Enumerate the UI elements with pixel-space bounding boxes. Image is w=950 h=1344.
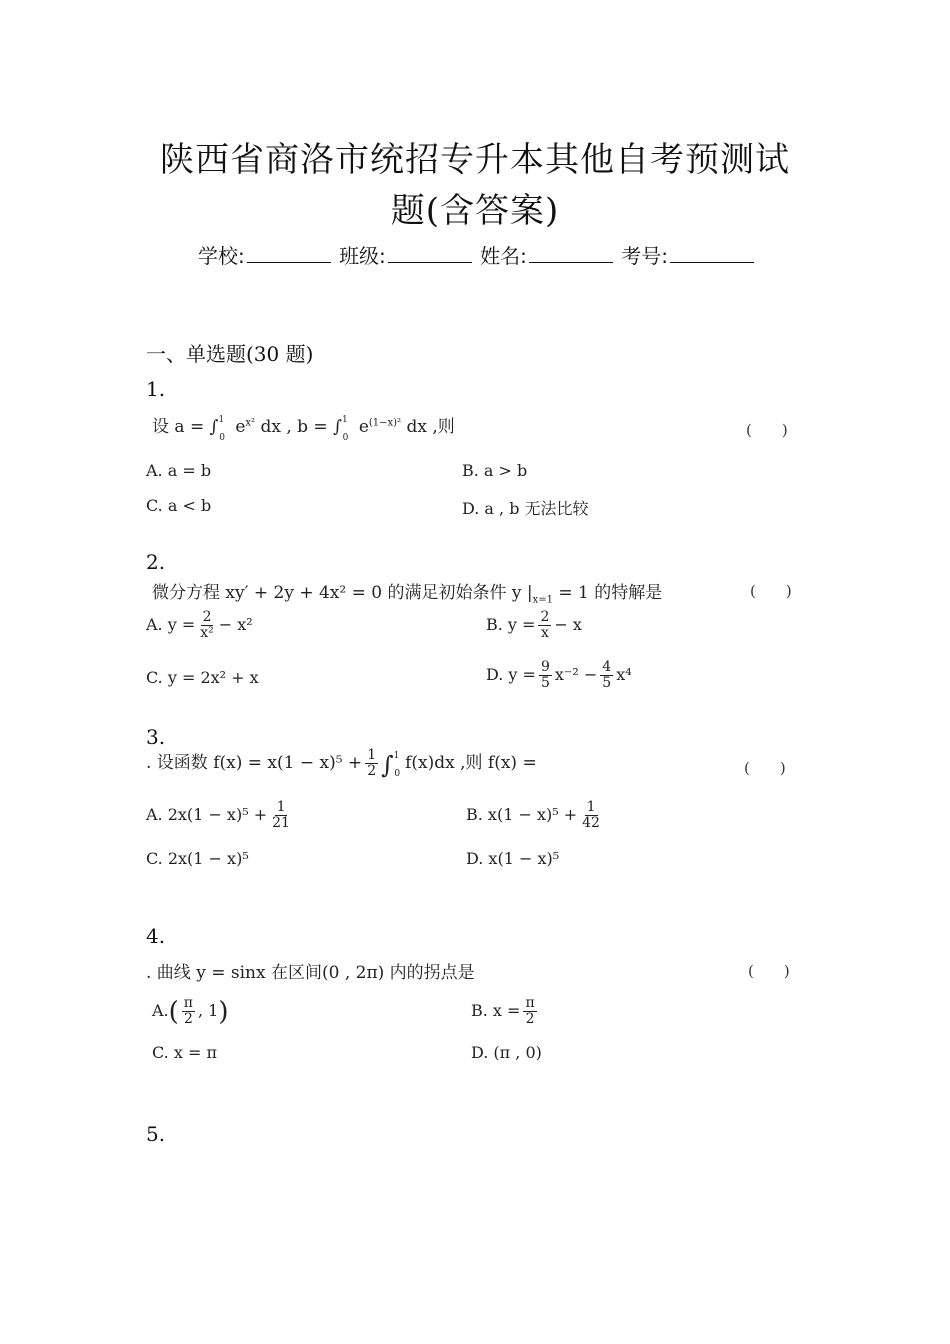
q4a-left-paren: ( xyxy=(168,997,179,1027)
q2d-numerator1: 9 xyxy=(540,659,550,675)
q2b-tail: − x xyxy=(554,615,582,634)
q1-base-e: e xyxy=(235,417,246,437)
question-1-option-c[interactable]: C. a < b xyxy=(146,496,212,515)
q2d-mid: x⁻² − xyxy=(554,665,598,684)
q2d-prefix: D. y = xyxy=(486,665,536,684)
q3b-denominator: 42 xyxy=(582,815,600,831)
q2d-numerator2: 4 xyxy=(602,659,612,675)
q3b-numerator: 1 xyxy=(586,799,596,815)
q3a-fraction xyxy=(270,800,292,831)
question-3-option-c[interactable]: C. 2x(1 − x)⁵ xyxy=(146,849,249,868)
q3-int-upper: 1 xyxy=(393,751,400,761)
question-3-answer-paren[interactable]: ( ) xyxy=(744,759,786,777)
q2-initial-subscript: x=1 xyxy=(532,594,553,606)
question-4-option-a[interactable] xyxy=(152,996,229,1027)
student-info-line xyxy=(0,240,950,269)
question-2-option-a[interactable] xyxy=(146,610,253,641)
question-4-answer-paren[interactable]: ( ) xyxy=(748,962,790,980)
q4b-denominator: 2 xyxy=(525,1011,535,1027)
q2-stem-text: 微分方程 xy′ + 2y + 4x² = 0 的满足初始条件 y | xyxy=(152,583,533,603)
q1-int1-upper: 1 xyxy=(218,415,225,425)
q2a-prefix: A. y = xyxy=(146,615,196,634)
q1-base-e2: e xyxy=(358,417,369,437)
question-1-answer-paren[interactable]: ( ) xyxy=(746,421,788,439)
q4a-denominator: 2 xyxy=(183,1011,193,1027)
q3-integral-sign: ∫ xyxy=(381,751,394,779)
question-1-option-a[interactable]: A. a = b xyxy=(146,461,212,480)
q2d-fraction2 xyxy=(600,660,613,691)
q4b-prefix: B. x = xyxy=(471,1001,521,1020)
q4a-fraction xyxy=(182,996,195,1027)
question-4-number: 4. xyxy=(146,924,166,948)
q3-denominator: 2 xyxy=(367,763,377,779)
q2a-tail: − x² xyxy=(218,615,253,634)
question-2-number: 2. xyxy=(146,550,166,574)
q3b-prefix: B. x(1 − x)⁵ + xyxy=(466,805,578,824)
question-1-stem xyxy=(152,412,455,443)
q4b-numerator: π xyxy=(525,995,535,1011)
q3-int-lower: 0 xyxy=(394,769,401,779)
q3-half-fraction xyxy=(365,748,378,779)
question-2-option-d[interactable] xyxy=(486,660,632,691)
q2a-denominator: x² xyxy=(200,625,214,641)
question-5-number: 5. xyxy=(146,1122,166,1146)
q1-stem-prefix: 设 a = ∫ xyxy=(152,417,219,437)
q2a-numerator: 2 xyxy=(202,609,212,625)
section-heading: 一、单选题(30 题) xyxy=(146,342,314,366)
q2-stem-tail: = 1 的特解是 xyxy=(553,583,663,603)
question-3-number: 3. xyxy=(146,725,166,749)
question-3-option-d[interactable]: D. x(1 − x)⁵ xyxy=(466,849,560,868)
q3-stem-prefix: . 设函数 f(x) = x(1 − x)⁵ + xyxy=(146,753,363,773)
question-2-stem xyxy=(152,578,662,605)
q4a-prefix: A. xyxy=(152,1001,169,1020)
school-label: 学校: xyxy=(197,244,245,268)
q4a-tail: , 1 xyxy=(198,1001,219,1020)
q3a-numerator: 1 xyxy=(276,799,286,815)
q1-int2-upper: 1 xyxy=(341,415,348,425)
number-label: 考号: xyxy=(621,244,669,268)
name-label: 姓名: xyxy=(480,244,527,268)
question-4-option-b[interactable] xyxy=(471,996,540,1027)
question-1-option-d[interactable]: D. a , b 无法比较 xyxy=(462,499,589,518)
number-blank[interactable] xyxy=(670,246,754,263)
q1-int2-lower: 0 xyxy=(342,433,349,443)
question-4-stem: . 曲线 y = sinx 在区间(0 , 2π) 内的拐点是 xyxy=(146,963,475,983)
document-title-line1: 陕西省商洛市统招专升本其他自考预测试 xyxy=(160,140,790,180)
question-3-option-b[interactable] xyxy=(466,800,605,831)
class-blank[interactable] xyxy=(388,246,472,263)
q3a-denominator: 21 xyxy=(272,815,290,831)
q1-stem-tail: dx ,则 xyxy=(401,417,455,437)
question-3-stem xyxy=(146,748,537,779)
q1-exp1: x² xyxy=(245,417,256,429)
q2d-denominator1: 5 xyxy=(540,675,550,691)
question-3-option-a[interactable] xyxy=(146,800,295,831)
q3-stem-tail: f(x)dx ,则 f(x) = xyxy=(405,753,537,773)
question-2-answer-paren[interactable]: ( ) xyxy=(750,582,792,600)
q4a-right-paren: ) xyxy=(218,997,229,1027)
q2d-tail: x⁴ xyxy=(616,665,632,684)
q1-dx1: dx , b = ∫ xyxy=(255,417,342,437)
q2b-prefix: B. y = xyxy=(486,615,536,634)
q4b-fraction xyxy=(523,996,536,1027)
q1-exp2: (1−x)² xyxy=(368,417,402,429)
q1-int1-lower: 0 xyxy=(219,433,225,443)
q3-numerator: 1 xyxy=(367,747,377,763)
question-2-option-c[interactable]: C. y = 2x² + x xyxy=(146,668,259,687)
q2b-numerator: 2 xyxy=(540,609,550,625)
name-blank[interactable] xyxy=(529,246,613,263)
question-2-option-b[interactable] xyxy=(486,610,582,641)
q2b-fraction xyxy=(538,610,551,641)
document-title-line2: 题(含答案) xyxy=(390,191,560,231)
question-1-number: 1. xyxy=(146,377,166,401)
question-1-option-b[interactable]: B. a > b xyxy=(462,461,528,480)
school-blank[interactable] xyxy=(247,246,331,263)
class-label: 班级: xyxy=(339,244,386,268)
q3a-prefix: A. 2x(1 − x)⁵ + xyxy=(146,805,268,824)
question-4-option-d[interactable]: D. (π , 0) xyxy=(471,1043,542,1062)
question-4-option-c[interactable]: C. x = π xyxy=(152,1043,217,1062)
q2d-fraction1 xyxy=(539,660,552,691)
q3b-fraction xyxy=(580,800,602,831)
q2d-denominator2: 5 xyxy=(602,675,612,691)
q2b-denominator: x xyxy=(540,625,549,641)
q4a-numerator: π xyxy=(183,995,193,1011)
q2a-fraction xyxy=(198,610,216,641)
